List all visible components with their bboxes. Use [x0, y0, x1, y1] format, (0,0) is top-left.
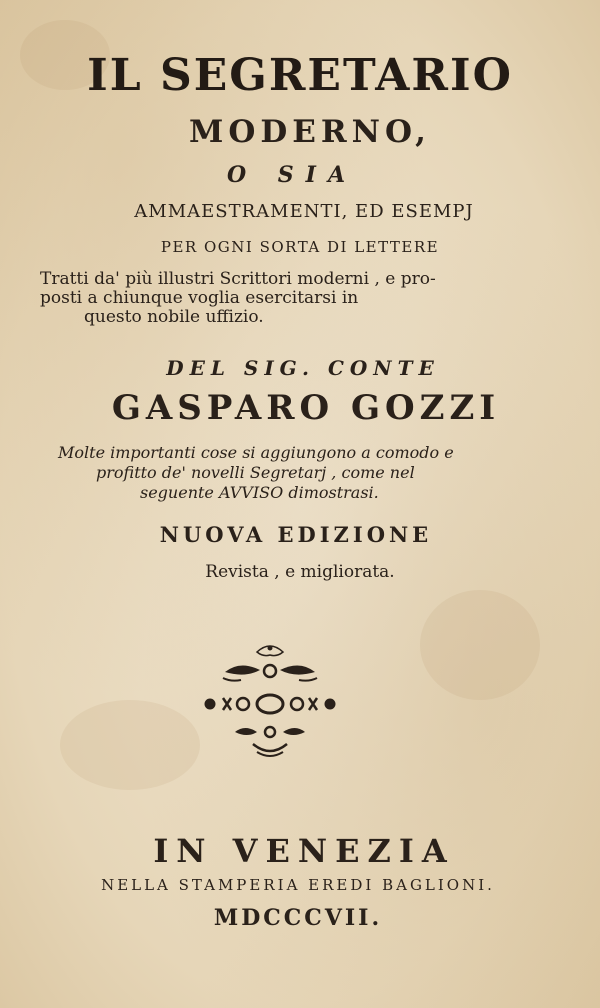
description-line: questo nobile uffizio.: [84, 307, 264, 327]
additions-line: seguente AVVISO dimostrasi.: [140, 483, 379, 502]
additions-line: profitto de' novelli Segretarj , come nel: [96, 463, 415, 482]
additions-line: Molte importanti cose si aggiungono a comodo e: [58, 443, 454, 462]
printers-ornament-icon: [195, 640, 345, 765]
revised-line: Revista , e migliorata.: [205, 562, 395, 582]
ogni-sorta-line: PER OGNI SORTA DI LETTERE: [160, 238, 440, 256]
edition-line: NUOVA EDIZIONE: [159, 522, 433, 547]
imprint-printer: NELLA STAMPERIA EREDI BAGLIONI.: [101, 876, 495, 894]
book-subtitle: MODERNO,: [189, 114, 431, 150]
author-name: GASPARO GOZZI: [111, 388, 501, 428]
paper-stain: [420, 590, 540, 700]
additions-note: [58, 443, 488, 503]
description-line: posti a chiunque voglia esercitarsi in: [40, 288, 359, 308]
imprint-year: MDCCCVII.: [213, 905, 383, 931]
book-title: IL SEGRETARIO: [87, 50, 513, 101]
author-prefix: DEL SIG. CONTE: [166, 356, 440, 380]
description-line: Tratti da' più illustri Scrittori moderni , e pro-: [40, 269, 436, 289]
description-paragraph: [40, 270, 510, 327]
paper-stain: [60, 700, 200, 790]
imprint-place: IN VENEZIA: [153, 832, 455, 870]
osia-line: O SIA: [226, 162, 358, 188]
ammaestramenti-line: AMMAESTRAMENTI, ED ESEMPJ: [134, 201, 474, 222]
